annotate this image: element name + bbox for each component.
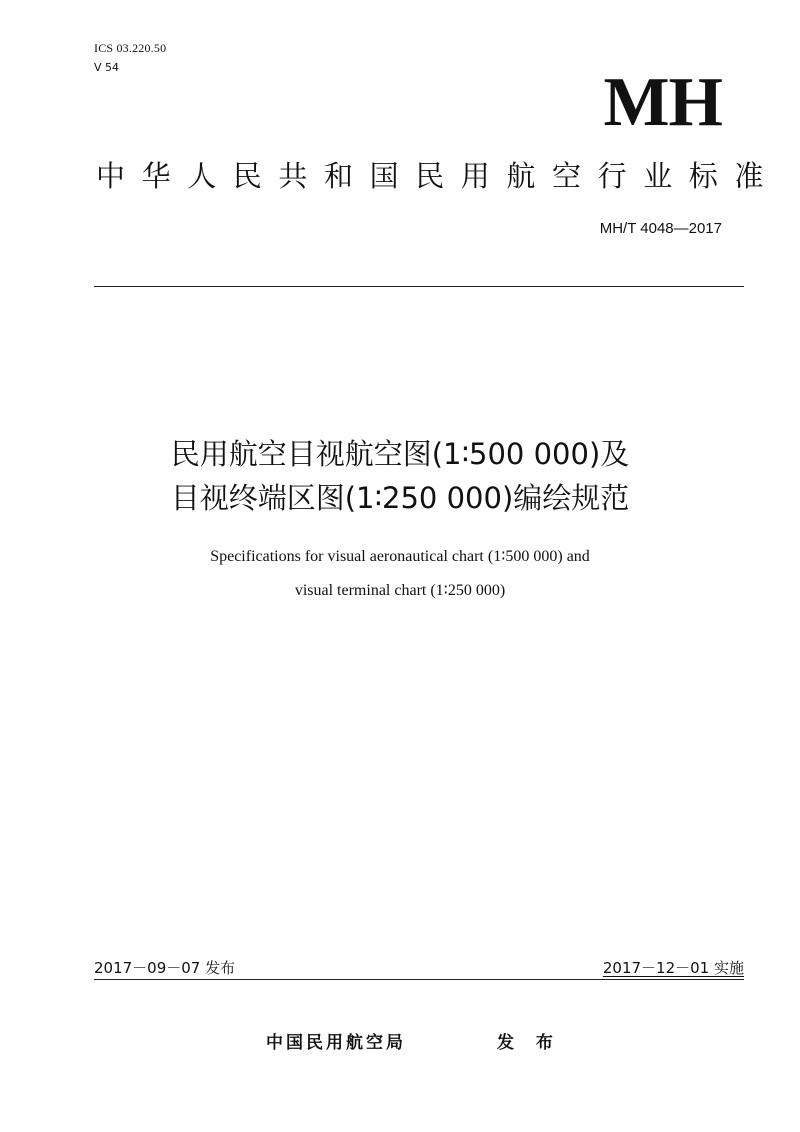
category-code: V 54	[94, 61, 120, 74]
header-divider	[94, 286, 744, 287]
standard-number: MH/T 4048—2017	[599, 220, 722, 237]
standard-type-heading: 中华人民共和国民用航空行业标准	[96, 159, 781, 193]
document-title-en-line2: visual terminal chart (1∶250 000)	[294, 582, 506, 599]
document-title-en-line1: Specifications for visual aeronautical chart (1∶500 000) and	[210, 548, 590, 565]
publisher: 中国民用航空局	[266, 1033, 406, 1053]
issue-date: 2017－09－07 发布	[94, 959, 236, 977]
effective-date: 2017－12－01 实施	[602, 959, 744, 977]
mh-logo: MH	[603, 64, 722, 141]
document-title-zh-line1: 民用航空目视航空图(1∶500 000)及	[170, 437, 630, 471]
document-title-zh-line2: 目视终端区图(1∶250 000)编绘规范	[170, 481, 630, 515]
footer-divider	[94, 979, 744, 980]
ics-code: ICS 03.220.50	[94, 41, 167, 55]
publish-word: 发 布	[497, 1033, 561, 1053]
